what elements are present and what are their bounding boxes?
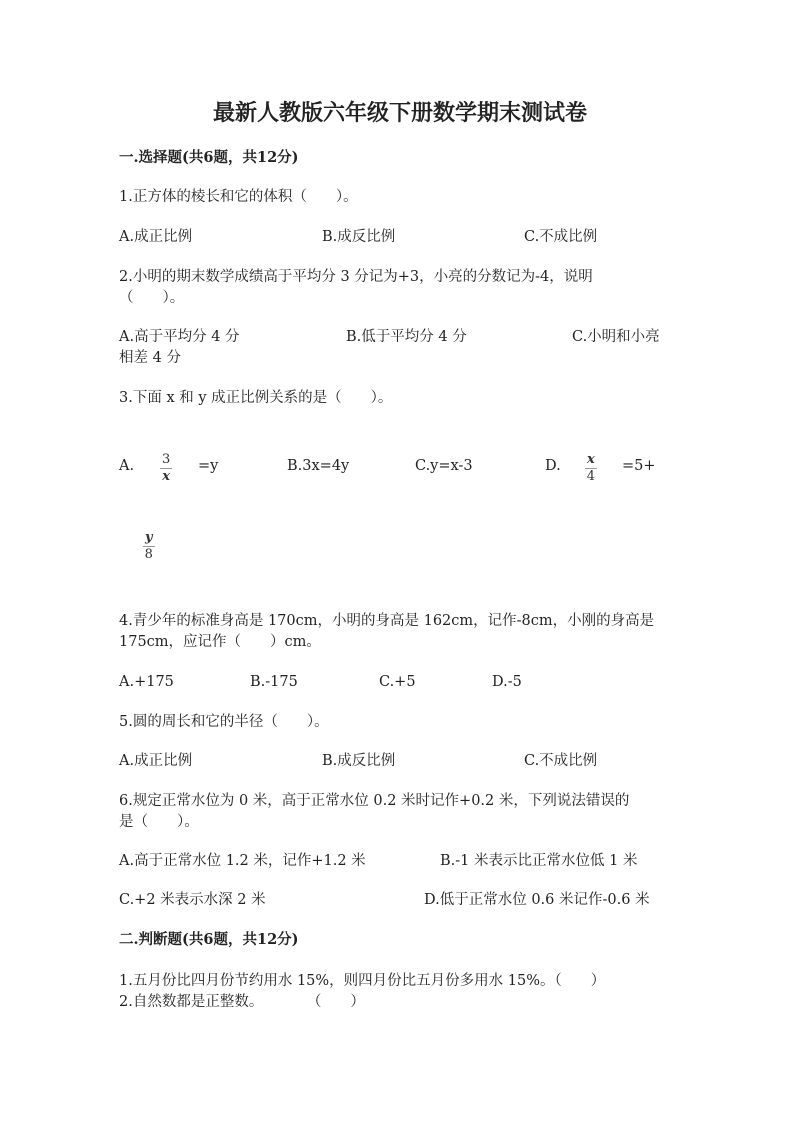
q1-option-b: B.成反比例 bbox=[322, 229, 396, 245]
q3-option-d-rest: =5+ bbox=[622, 458, 656, 474]
q2-stem: 2.小明的期末数学成绩高于平均分 3 分记为+3，小亮的分数记为-4，说明 bbox=[119, 269, 593, 285]
q6-stem: 6.规定正常水位为 0 米，高于正常水位 0.2 米时记作+0.2 米，下列说法错误的 bbox=[119, 793, 630, 809]
q3-option-a: A. bbox=[119, 458, 135, 474]
q5-option-b: B.成反比例 bbox=[322, 753, 396, 769]
q2-option-b: B.低于平均分 4 分 bbox=[346, 329, 467, 345]
denominator: 8 bbox=[144, 547, 153, 562]
q6-option-a: A.高于正常水位 1.2 米，记作+1.2 米 bbox=[119, 853, 366, 869]
numerator: x bbox=[587, 452, 595, 467]
q3-a-fraction bbox=[160, 452, 172, 484]
q3-stem: 3.下面 x 和 y 成正比例关系的是（ ）。 bbox=[119, 390, 393, 406]
q5-stem: 5.圆的周长和它的半径（ ）。 bbox=[119, 714, 329, 730]
q4-option-a: A.+175 bbox=[119, 674, 174, 690]
q6-option-c: C.+2 米表示水深 2 米 bbox=[119, 892, 266, 908]
q4-stem-cont: 175cm，应记作（ ）cm。 bbox=[119, 634, 321, 650]
q4-option-b: B.-175 bbox=[250, 674, 298, 690]
q3-d-fraction bbox=[585, 452, 597, 484]
judgement-2: 2.自然数都是正整数。 （ ） bbox=[119, 994, 365, 1010]
q6-option-b: B.-1 米表示比正常水位低 1 米 bbox=[440, 853, 638, 869]
q2-stem-cont: （ ）。 bbox=[119, 290, 185, 306]
q3-d-fraction-2 bbox=[143, 530, 155, 562]
q1-option-c: C.不成比例 bbox=[524, 229, 598, 245]
denominator: x bbox=[162, 469, 171, 484]
denominator: 4 bbox=[586, 469, 596, 484]
q6-option-d: D.低于正常水位 0.6 米记作-0.6 米 bbox=[424, 892, 650, 908]
q1-option-a: A.成正比例 bbox=[119, 229, 193, 245]
numerator: 3 bbox=[162, 452, 171, 467]
q3-option-c: C.y=x-3 bbox=[415, 458, 473, 474]
q1-stem: 1.正方体的棱长和它的体积（ ）。 bbox=[119, 189, 358, 205]
q3-option-b: B.3x=4y bbox=[287, 458, 350, 474]
q6-stem-cont: 是（ ）。 bbox=[119, 814, 199, 830]
q5-option-c: C.不成比例 bbox=[524, 753, 598, 769]
q3-option-d: D. bbox=[545, 458, 561, 474]
q3-option-a-rest: =y bbox=[198, 458, 219, 474]
q4-option-c: C.+5 bbox=[379, 674, 416, 690]
q4-stem: 4.青少年的标准身高是 170cm，小明的身高是 162cm，记作-8cm，小刚的身高是 bbox=[119, 613, 655, 629]
q2-option-a: A.高于平均分 4 分 bbox=[119, 329, 240, 345]
section-heading-judgement: 二.判断题(共6题，共12分) bbox=[119, 931, 299, 948]
section-heading-choice: 一.选择题(共6题，共12分) bbox=[119, 149, 299, 166]
page-title: 最新人教版六年级下册数学期末测试卷 bbox=[212, 100, 587, 126]
q2-option-c: C.小明和小亮 bbox=[572, 329, 660, 345]
q5-option-a: A.成正比例 bbox=[119, 753, 193, 769]
q2-option-c-cont: 相差 4 分 bbox=[119, 350, 181, 366]
q4-option-d: D.-5 bbox=[492, 674, 522, 690]
judgement-1: 1.五月份比四月份节约用水 15%，则四月份比五月份多用水 15%。（ ） bbox=[119, 973, 606, 989]
numerator: y bbox=[145, 530, 153, 545]
